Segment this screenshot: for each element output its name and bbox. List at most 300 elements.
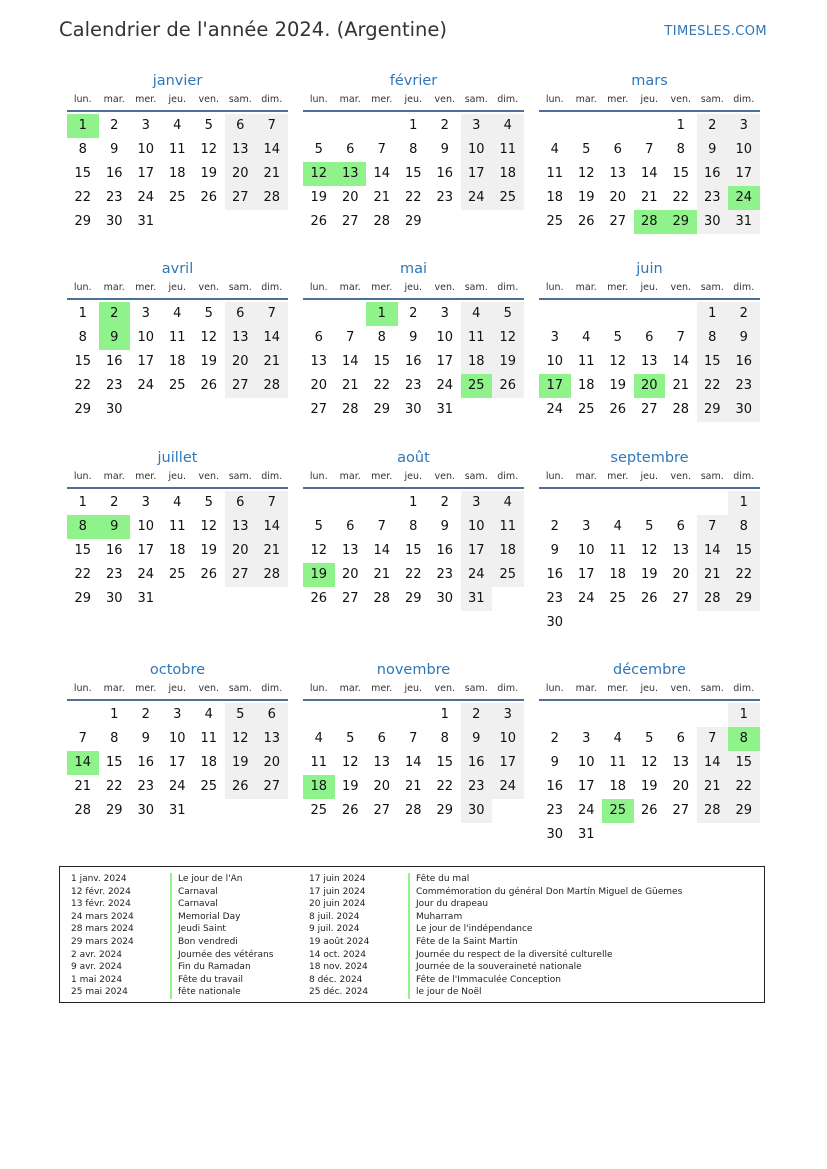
holiday-day-cell[interactable]: 12 (303, 162, 335, 186)
day-cell[interactable]: 9 (697, 138, 729, 162)
day-cell[interactable]: 23 (436, 567, 454, 582)
day-cell[interactable]: 2 (141, 707, 150, 722)
day-cell[interactable]: 6 (256, 703, 288, 727)
day-cell[interactable]: 25 (168, 567, 186, 582)
day-cell[interactable]: 17 (137, 354, 155, 369)
day-cell[interactable]: 17 (577, 567, 595, 582)
day-cell[interactable]: 16 (137, 755, 155, 770)
day-cell[interactable]: 1 (676, 118, 685, 133)
day-cell[interactable]: 11 (310, 755, 328, 770)
day-cell[interactable]: 21 (256, 350, 288, 374)
day-cell[interactable]: 23 (105, 567, 123, 582)
day-cell[interactable]: 29 (697, 398, 729, 422)
day-cell[interactable]: 14 (373, 166, 391, 181)
day-cell[interactable]: 7 (256, 302, 288, 326)
day-cell[interactable]: 1 (78, 495, 87, 510)
day-cell[interactable]: 15 (373, 354, 391, 369)
day-cell[interactable]: 7 (697, 727, 729, 751)
day-cell[interactable]: 25 (492, 186, 524, 210)
day-cell[interactable]: 30 (105, 591, 123, 606)
holiday-day-cell[interactable]: 20 (634, 374, 666, 398)
day-cell[interactable]: 13 (672, 755, 690, 770)
day-cell[interactable]: 4 (550, 142, 559, 157)
day-cell[interactable]: 15 (74, 166, 92, 181)
day-cell[interactable]: 22 (728, 563, 760, 587)
day-cell[interactable]: 1 (697, 302, 729, 326)
day-cell[interactable]: 30 (546, 827, 564, 842)
day-cell[interactable]: 6 (225, 114, 257, 138)
holiday-day-cell[interactable]: 13 (335, 162, 367, 186)
day-cell[interactable]: 2 (440, 118, 449, 133)
day-cell[interactable]: 20 (256, 751, 288, 775)
day-cell[interactable]: 19 (609, 378, 627, 393)
day-cell[interactable]: 20 (341, 567, 359, 582)
day-cell[interactable]: 5 (645, 731, 654, 746)
day-cell[interactable]: 24 (137, 190, 155, 205)
day-cell[interactable]: 28 (672, 402, 690, 417)
day-cell[interactable]: 20 (225, 162, 257, 186)
day-cell[interactable]: 27 (256, 775, 288, 799)
day-cell[interactable]: 31 (577, 827, 595, 842)
day-cell[interactable]: 29 (404, 214, 422, 229)
day-cell[interactable]: 20 (672, 567, 690, 582)
day-cell[interactable]: 16 (105, 354, 123, 369)
day-cell[interactable]: 27 (672, 591, 690, 606)
day-cell[interactable]: 14 (697, 751, 729, 775)
day-cell[interactable]: 23 (105, 378, 123, 393)
day-cell[interactable]: 15 (404, 166, 422, 181)
day-cell[interactable]: 30 (461, 799, 493, 823)
day-cell[interactable]: 6 (676, 731, 685, 746)
day-cell[interactable]: 5 (346, 731, 355, 746)
day-cell[interactable]: 9 (440, 519, 449, 534)
day-cell[interactable]: 2 (728, 302, 760, 326)
day-cell[interactable]: 6 (314, 330, 323, 345)
day-cell[interactable]: 4 (582, 330, 591, 345)
day-cell[interactable]: 6 (676, 519, 685, 534)
day-cell[interactable]: 13 (672, 543, 690, 558)
holiday-day-cell[interactable]: 17 (539, 374, 571, 398)
day-cell[interactable]: 10 (137, 330, 155, 345)
day-cell[interactable]: 26 (609, 402, 627, 417)
day-cell[interactable]: 9 (461, 727, 493, 751)
day-cell[interactable]: 10 (577, 755, 595, 770)
day-cell[interactable]: 20 (225, 539, 257, 563)
day-cell[interactable]: 9 (409, 330, 418, 345)
day-cell[interactable]: 26 (200, 378, 218, 393)
day-cell[interactable]: 29 (436, 803, 454, 818)
day-cell[interactable]: 14 (672, 354, 690, 369)
day-cell[interactable]: 13 (225, 515, 257, 539)
day-cell[interactable]: 1 (409, 118, 418, 133)
day-cell[interactable]: 21 (640, 190, 658, 205)
day-cell[interactable]: 24 (577, 803, 595, 818)
day-cell[interactable]: 6 (225, 491, 257, 515)
day-cell[interactable]: 3 (173, 707, 182, 722)
day-cell[interactable]: 20 (373, 779, 391, 794)
holiday-day-cell[interactable]: 8 (728, 727, 760, 751)
day-cell[interactable]: 26 (200, 190, 218, 205)
day-cell[interactable]: 31 (436, 402, 454, 417)
day-cell[interactable]: 1 (440, 707, 449, 722)
day-cell[interactable]: 23 (546, 591, 564, 606)
day-cell[interactable]: 19 (310, 190, 328, 205)
day-cell[interactable]: 29 (404, 591, 422, 606)
day-cell[interactable]: 7 (676, 330, 685, 345)
day-cell[interactable]: 7 (645, 142, 654, 157)
day-cell[interactable]: 16 (436, 166, 454, 181)
day-cell[interactable]: 2 (461, 703, 493, 727)
day-cell[interactable]: 1 (728, 703, 760, 727)
day-cell[interactable]: 18 (168, 543, 186, 558)
day-cell[interactable]: 8 (78, 330, 87, 345)
day-cell[interactable]: 10 (137, 519, 155, 534)
day-cell[interactable]: 5 (314, 519, 323, 534)
day-cell[interactable]: 31 (137, 214, 155, 229)
day-cell[interactable]: 7 (346, 330, 355, 345)
day-cell[interactable]: 6 (613, 142, 622, 157)
day-cell[interactable]: 7 (697, 515, 729, 539)
day-cell[interactable]: 26 (640, 591, 658, 606)
day-cell[interactable]: 27 (310, 402, 328, 417)
day-cell[interactable]: 11 (577, 354, 595, 369)
day-cell[interactable]: 8 (377, 330, 386, 345)
day-cell[interactable]: 21 (341, 378, 359, 393)
day-cell[interactable]: 11 (609, 755, 627, 770)
day-cell[interactable]: 16 (728, 350, 760, 374)
day-cell[interactable]: 19 (640, 567, 658, 582)
day-cell[interactable]: 17 (577, 779, 595, 794)
day-cell[interactable]: 17 (137, 166, 155, 181)
day-cell[interactable]: 17 (436, 354, 454, 369)
day-cell[interactable]: 5 (204, 118, 213, 133)
day-cell[interactable]: 24 (461, 186, 493, 210)
day-cell[interactable]: 18 (546, 190, 564, 205)
day-cell[interactable]: 30 (728, 398, 760, 422)
day-cell[interactable]: 23 (461, 775, 493, 799)
day-cell[interactable]: 30 (137, 803, 155, 818)
day-cell[interactable]: 25 (546, 214, 564, 229)
day-cell[interactable]: 11 (168, 142, 186, 157)
day-cell[interactable]: 20 (225, 350, 257, 374)
day-cell[interactable]: 20 (609, 190, 627, 205)
day-cell[interactable]: 12 (310, 543, 328, 558)
day-cell[interactable]: 8 (728, 515, 760, 539)
day-cell[interactable]: 22 (728, 775, 760, 799)
day-cell[interactable]: 21 (404, 779, 422, 794)
day-cell[interactable]: 24 (436, 378, 454, 393)
day-cell[interactable]: 11 (492, 138, 524, 162)
day-cell[interactable]: 9 (550, 543, 559, 558)
day-cell[interactable]: 12 (200, 142, 218, 157)
day-cell[interactable]: 28 (341, 402, 359, 417)
day-cell[interactable]: 26 (341, 803, 359, 818)
day-cell[interactable]: 25 (200, 779, 218, 794)
day-cell[interactable]: 2 (409, 306, 418, 321)
day-cell[interactable]: 5 (225, 703, 257, 727)
day-cell[interactable]: 30 (546, 615, 564, 630)
day-cell[interactable]: 25 (492, 563, 524, 587)
day-cell[interactable]: 4 (173, 118, 182, 133)
day-cell[interactable]: 5 (314, 142, 323, 157)
day-cell[interactable]: 23 (404, 378, 422, 393)
day-cell[interactable]: 17 (461, 539, 493, 563)
day-cell[interactable]: 7 (256, 114, 288, 138)
day-cell[interactable]: 24 (461, 563, 493, 587)
day-cell[interactable]: 21 (256, 162, 288, 186)
day-cell[interactable]: 19 (640, 779, 658, 794)
day-cell[interactable]: 17 (168, 755, 186, 770)
day-cell[interactable]: 8 (697, 326, 729, 350)
day-cell[interactable]: 22 (74, 567, 92, 582)
day-cell[interactable]: 16 (436, 543, 454, 558)
day-cell[interactable]: 9 (550, 755, 559, 770)
day-cell[interactable]: 15 (697, 350, 729, 374)
day-cell[interactable]: 12 (200, 330, 218, 345)
day-cell[interactable]: 7 (409, 731, 418, 746)
day-cell[interactable]: 26 (310, 591, 328, 606)
day-cell[interactable]: 12 (609, 354, 627, 369)
day-cell[interactable]: 30 (436, 591, 454, 606)
day-cell[interactable]: 15 (672, 166, 690, 181)
day-cell[interactable]: 17 (461, 162, 493, 186)
day-cell[interactable]: 2 (550, 519, 559, 534)
day-cell[interactable]: 30 (105, 402, 123, 417)
day-cell[interactable]: 12 (225, 727, 257, 751)
day-cell[interactable]: 30 (697, 210, 729, 234)
day-cell[interactable]: 11 (168, 519, 186, 534)
holiday-day-cell[interactable]: 24 (728, 186, 760, 210)
day-cell[interactable]: 26 (577, 214, 595, 229)
day-cell[interactable]: 4 (314, 731, 323, 746)
day-cell[interactable]: 28 (404, 803, 422, 818)
day-cell[interactable]: 4 (492, 491, 524, 515)
day-cell[interactable]: 3 (141, 495, 150, 510)
day-cell[interactable]: 10 (461, 138, 493, 162)
day-cell[interactable]: 14 (404, 755, 422, 770)
day-cell[interactable]: 3 (550, 330, 559, 345)
day-cell[interactable]: 28 (256, 563, 288, 587)
day-cell[interactable]: 22 (672, 190, 690, 205)
day-cell[interactable]: 23 (546, 803, 564, 818)
day-cell[interactable]: 10 (436, 330, 454, 345)
day-cell[interactable]: 13 (310, 354, 328, 369)
holiday-day-cell[interactable]: 1 (67, 114, 99, 138)
day-cell[interactable]: 1 (78, 306, 87, 321)
day-cell[interactable]: 19 (341, 779, 359, 794)
day-cell[interactable]: 11 (609, 543, 627, 558)
day-cell[interactable]: 30 (404, 402, 422, 417)
day-cell[interactable]: 6 (377, 731, 386, 746)
day-cell[interactable]: 6 (346, 142, 355, 157)
day-cell[interactable]: 22 (436, 779, 454, 794)
day-cell[interactable]: 24 (168, 779, 186, 794)
day-cell[interactable]: 10 (137, 142, 155, 157)
holiday-day-cell[interactable]: 8 (67, 515, 99, 539)
day-cell[interactable]: 3 (582, 731, 591, 746)
day-cell[interactable]: 3 (582, 519, 591, 534)
day-cell[interactable]: 3 (461, 491, 493, 515)
day-cell[interactable]: 15 (105, 755, 123, 770)
day-cell[interactable]: 21 (697, 775, 729, 799)
day-cell[interactable]: 11 (200, 731, 218, 746)
day-cell[interactable]: 1 (728, 491, 760, 515)
day-cell[interactable]: 2 (110, 495, 119, 510)
day-cell[interactable]: 5 (582, 142, 591, 157)
day-cell[interactable]: 18 (609, 779, 627, 794)
day-cell[interactable]: 20 (341, 190, 359, 205)
day-cell[interactable]: 14 (640, 166, 658, 181)
day-cell[interactable]: 22 (697, 374, 729, 398)
day-cell[interactable]: 1 (110, 707, 119, 722)
day-cell[interactable]: 14 (256, 326, 288, 350)
holiday-day-cell[interactable]: 25 (461, 374, 493, 398)
day-cell[interactable]: 31 (728, 210, 760, 234)
day-cell[interactable]: 4 (492, 114, 524, 138)
day-cell[interactable]: 21 (373, 190, 391, 205)
day-cell[interactable]: 29 (74, 591, 92, 606)
brand-logo[interactable]: TIMESLES.COM (664, 24, 767, 39)
day-cell[interactable]: 6 (346, 519, 355, 534)
day-cell[interactable]: 18 (492, 539, 524, 563)
day-cell[interactable]: 12 (640, 755, 658, 770)
day-cell[interactable]: 1 (409, 495, 418, 510)
day-cell[interactable]: 13 (373, 755, 391, 770)
day-cell[interactable]: 5 (645, 519, 654, 534)
day-cell[interactable]: 3 (728, 114, 760, 138)
day-cell[interactable]: 28 (373, 214, 391, 229)
day-cell[interactable]: 14 (373, 543, 391, 558)
day-cell[interactable]: 18 (461, 350, 493, 374)
day-cell[interactable]: 11 (546, 166, 564, 181)
day-cell[interactable]: 19 (492, 350, 524, 374)
day-cell[interactable]: 16 (105, 543, 123, 558)
day-cell[interactable]: 20 (310, 378, 328, 393)
holiday-day-cell[interactable]: 2 (99, 302, 131, 326)
day-cell[interactable]: 4 (204, 707, 213, 722)
day-cell[interactable]: 3 (440, 306, 449, 321)
day-cell[interactable]: 22 (74, 378, 92, 393)
day-cell[interactable]: 13 (256, 727, 288, 751)
day-cell[interactable]: 27 (225, 374, 257, 398)
day-cell[interactable]: 16 (546, 779, 564, 794)
day-cell[interactable]: 23 (697, 186, 729, 210)
day-cell[interactable]: 25 (310, 803, 328, 818)
day-cell[interactable]: 22 (105, 779, 123, 794)
day-cell[interactable]: 11 (168, 330, 186, 345)
day-cell[interactable]: 2 (550, 731, 559, 746)
day-cell[interactable]: 29 (74, 402, 92, 417)
day-cell[interactable]: 17 (492, 751, 524, 775)
day-cell[interactable]: 26 (310, 214, 328, 229)
day-cell[interactable]: 12 (640, 543, 658, 558)
day-cell[interactable]: 24 (546, 402, 564, 417)
day-cell[interactable]: 10 (168, 731, 186, 746)
day-cell[interactable]: 27 (225, 186, 257, 210)
holiday-day-cell[interactable]: 9 (99, 326, 131, 350)
day-cell[interactable]: 18 (168, 166, 186, 181)
day-cell[interactable]: 7 (256, 491, 288, 515)
day-cell[interactable]: 13 (640, 354, 658, 369)
day-cell[interactable]: 25 (168, 378, 186, 393)
day-cell[interactable]: 26 (640, 803, 658, 818)
day-cell[interactable]: 27 (341, 591, 359, 606)
day-cell[interactable]: 29 (105, 803, 123, 818)
day-cell[interactable]: 2 (110, 118, 119, 133)
day-cell[interactable]: 4 (461, 302, 493, 326)
day-cell[interactable]: 6 (225, 302, 257, 326)
day-cell[interactable]: 27 (341, 214, 359, 229)
day-cell[interactable]: 28 (697, 587, 729, 611)
day-cell[interactable]: 8 (409, 519, 418, 534)
day-cell[interactable]: 7 (377, 519, 386, 534)
day-cell[interactable]: 8 (440, 731, 449, 746)
day-cell[interactable]: 21 (697, 563, 729, 587)
day-cell[interactable]: 7 (78, 731, 87, 746)
day-cell[interactable]: 12 (577, 166, 595, 181)
day-cell[interactable]: 7 (377, 142, 386, 157)
day-cell[interactable]: 5 (204, 306, 213, 321)
day-cell[interactable]: 8 (110, 731, 119, 746)
day-cell[interactable]: 28 (373, 591, 391, 606)
day-cell[interactable]: 24 (137, 567, 155, 582)
day-cell[interactable]: 28 (74, 803, 92, 818)
day-cell[interactable]: 10 (577, 543, 595, 558)
day-cell[interactable]: 30 (105, 214, 123, 229)
day-cell[interactable]: 4 (173, 306, 182, 321)
day-cell[interactable]: 27 (640, 402, 658, 417)
day-cell[interactable]: 10 (461, 515, 493, 539)
day-cell[interactable]: 12 (492, 326, 524, 350)
day-cell[interactable]: 27 (225, 563, 257, 587)
day-cell[interactable]: 15 (728, 751, 760, 775)
holiday-day-cell[interactable]: 1 (366, 302, 398, 326)
day-cell[interactable]: 22 (404, 190, 422, 205)
day-cell[interactable]: 12 (341, 755, 359, 770)
day-cell[interactable]: 22 (373, 378, 391, 393)
day-cell[interactable]: 28 (697, 799, 729, 823)
day-cell[interactable]: 11 (461, 326, 493, 350)
day-cell[interactable]: 16 (546, 567, 564, 582)
day-cell[interactable]: 16 (461, 751, 493, 775)
day-cell[interactable]: 18 (577, 378, 595, 393)
day-cell[interactable]: 4 (613, 731, 622, 746)
day-cell[interactable]: 2 (697, 114, 729, 138)
day-cell[interactable]: 16 (697, 162, 729, 186)
day-cell[interactable]: 26 (200, 567, 218, 582)
day-cell[interactable]: 15 (74, 354, 92, 369)
day-cell[interactable]: 29 (373, 402, 391, 417)
day-cell[interactable]: 11 (492, 515, 524, 539)
holiday-day-cell[interactable]: 14 (67, 751, 99, 775)
day-cell[interactable]: 16 (404, 354, 422, 369)
day-cell[interactable]: 19 (577, 190, 595, 205)
day-cell[interactable]: 27 (373, 803, 391, 818)
day-cell[interactable]: 25 (168, 190, 186, 205)
day-cell[interactable]: 22 (404, 567, 422, 582)
day-cell[interactable]: 4 (613, 519, 622, 534)
day-cell[interactable]: 21 (74, 779, 92, 794)
holiday-day-cell[interactable]: 18 (303, 775, 335, 799)
day-cell[interactable]: 10 (492, 727, 524, 751)
day-cell[interactable]: 9 (440, 142, 449, 157)
day-cell[interactable]: 23 (728, 374, 760, 398)
day-cell[interactable]: 13 (225, 326, 257, 350)
day-cell[interactable]: 13 (609, 166, 627, 181)
day-cell[interactable]: 23 (105, 190, 123, 205)
day-cell[interactable]: 19 (200, 354, 218, 369)
day-cell[interactable]: 19 (225, 751, 257, 775)
